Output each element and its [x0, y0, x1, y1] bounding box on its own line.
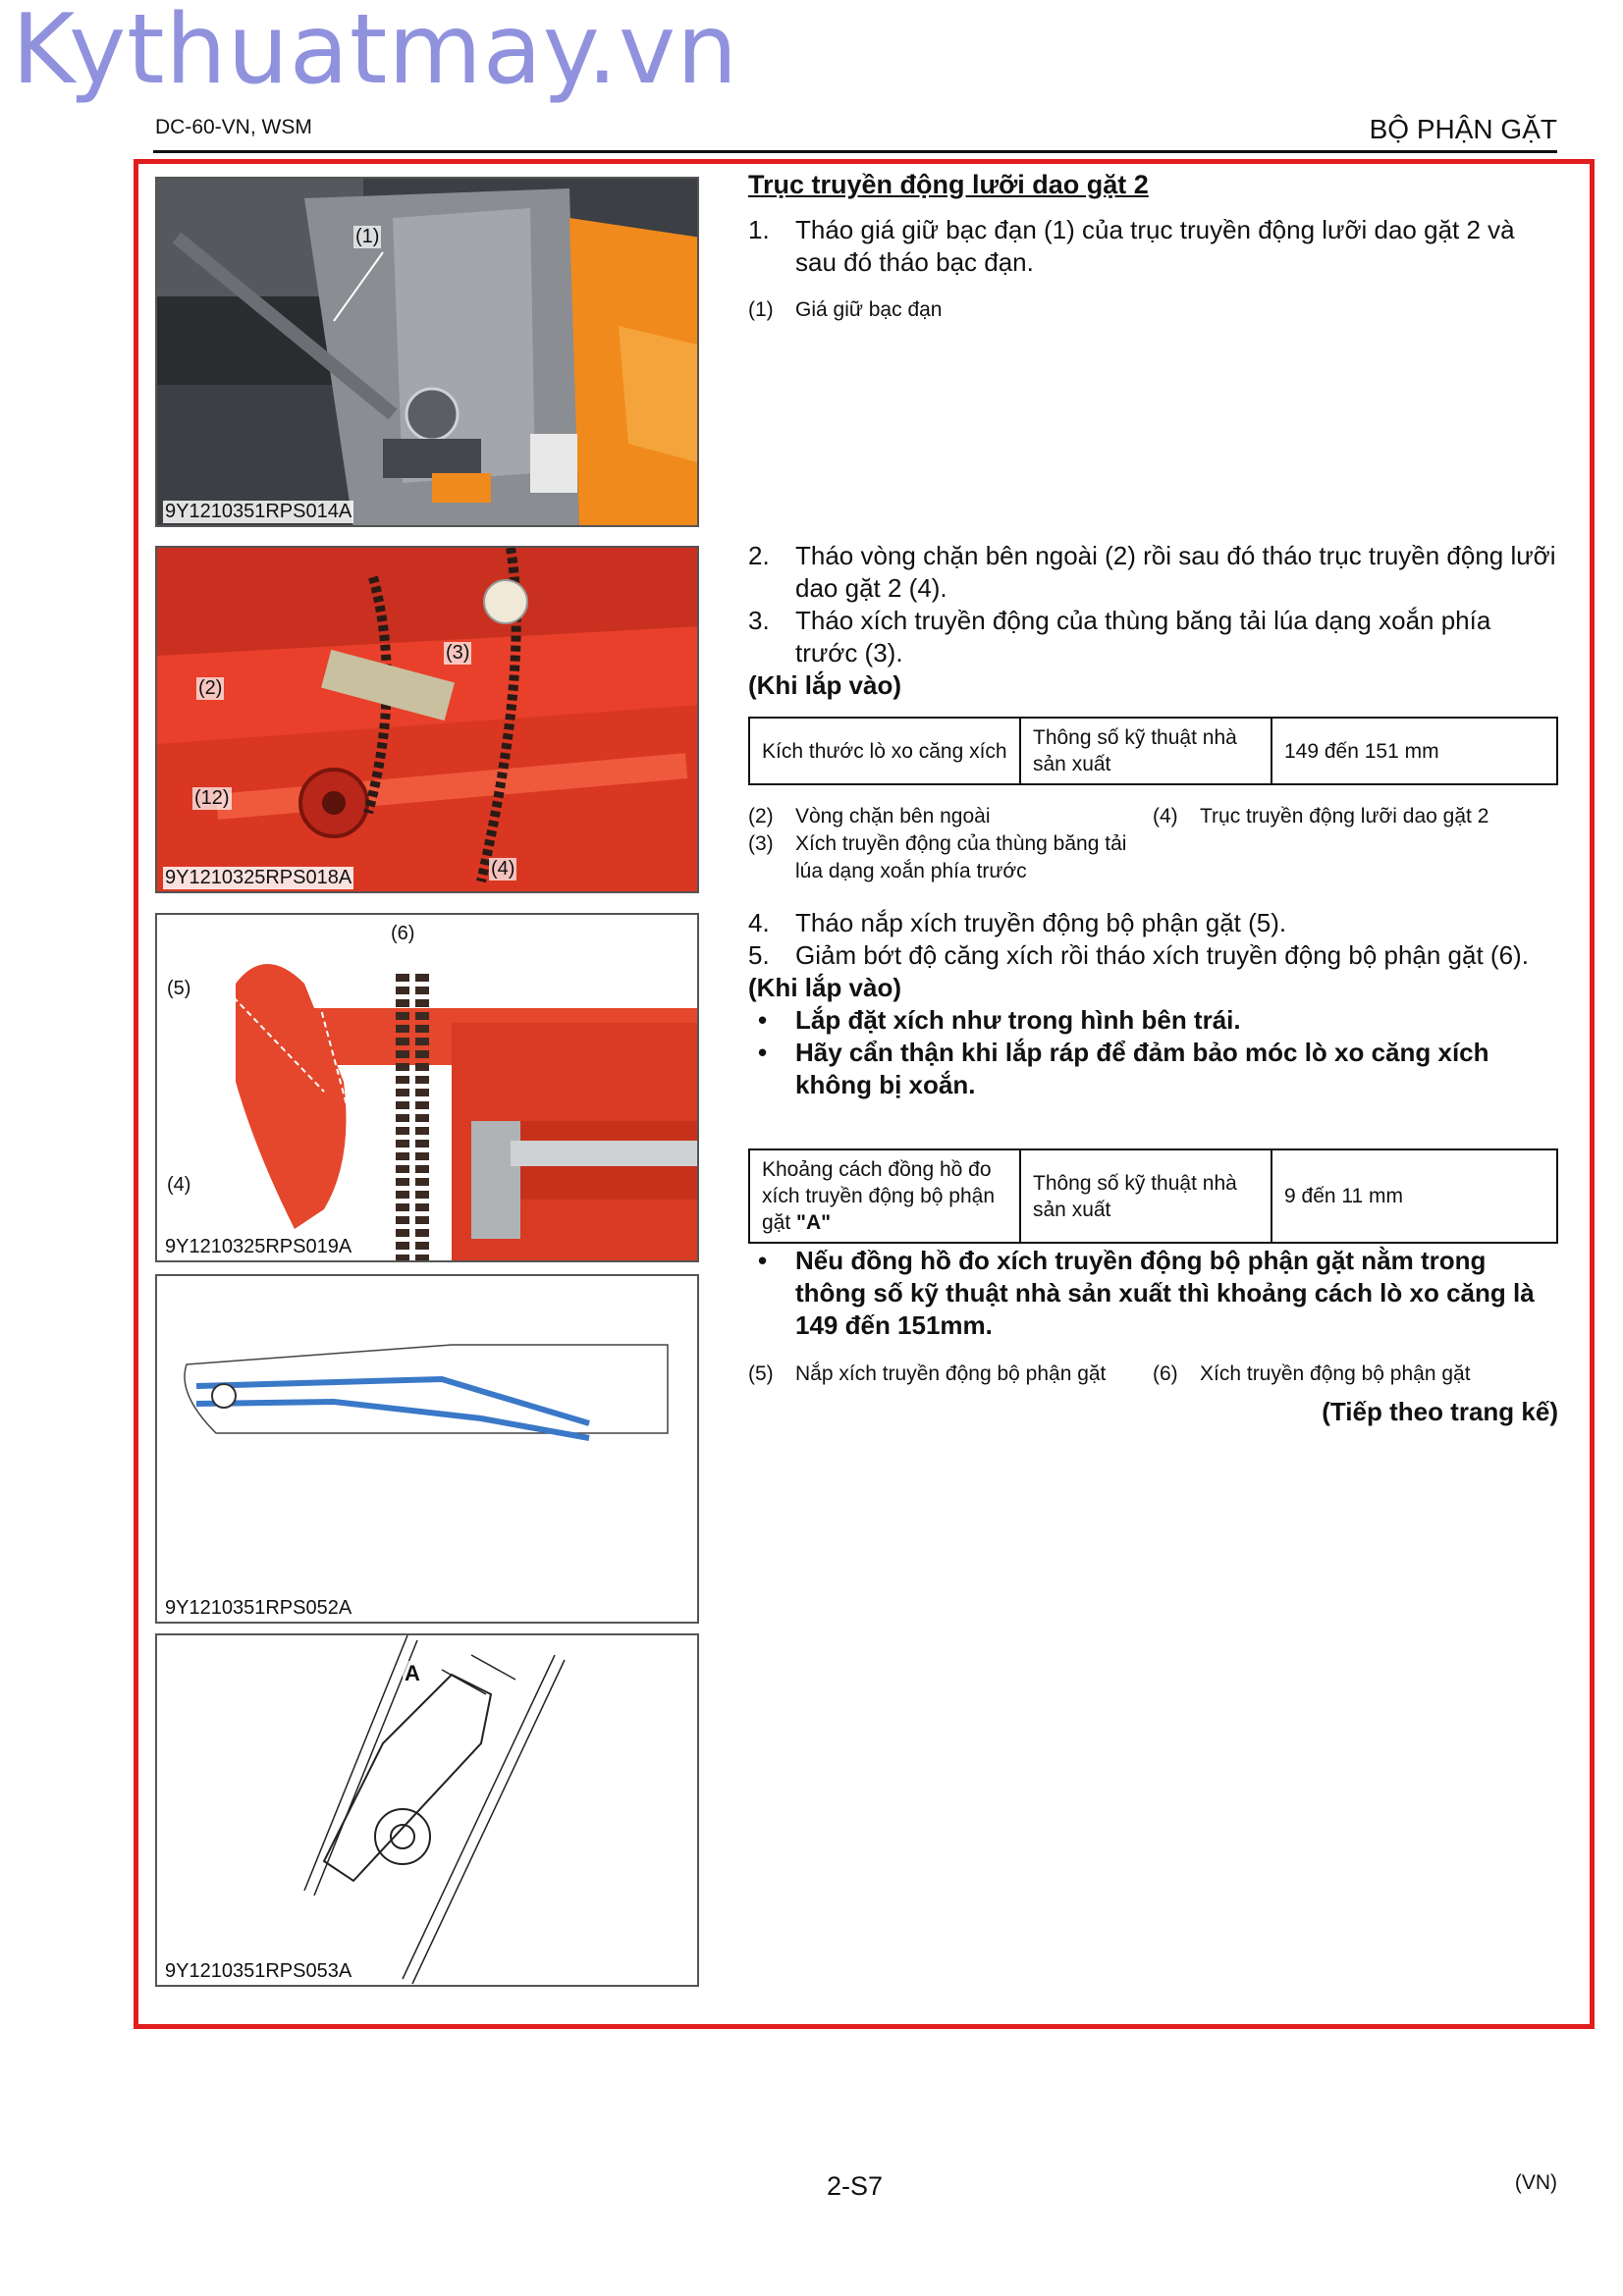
- spec-item: [749, 1149, 1020, 1243]
- spec-label: Thông số kỹ thuật nhà sản xuất: [1020, 1149, 1271, 1243]
- legend-value: Nắp xích truyền động bộ phận gặt: [795, 1362, 1107, 1385]
- callout-4b: (4): [167, 1174, 191, 1196]
- callout-3: (3): [446, 642, 470, 664]
- continued-note: (Tiếp theo trang kế): [1322, 1397, 1558, 1426]
- figure-code: 9Y1210351RPS053A: [165, 1960, 352, 1982]
- spec-value: 149 đến 151 mm: [1271, 718, 1557, 784]
- section-title: Trục truyền động lưỡi dao gặt 2: [748, 170, 1149, 199]
- spec-table-2: [748, 1148, 1558, 1244]
- legend-key: (2): [748, 805, 774, 828]
- figure-gauge-clearance-diagram: [155, 1633, 699, 1987]
- spec-table-1: [748, 717, 1558, 785]
- legend-key: (1): [748, 298, 774, 321]
- figure-code: 9Y1210351RPS052A: [165, 1597, 352, 1619]
- step-text: Tháo nắp xích truyền động bộ phận gặt (5).: [795, 908, 1287, 937]
- bullet-text: Lắp đặt xích như trong hình bên trái.: [795, 1005, 1241, 1035]
- bullet-text: Nếu đồng hồ đo xích truyền động bộ phận gặt nằm trong thông số kỹ thuật nhà sản xuất thì khoảng cách lò xo căng là 149 đến 151mm.: [795, 1246, 1535, 1340]
- note-bullet: • Nếu đồng hồ đo xích truyền động bộ phận gặt nằm trong thông số kỹ thuật nhà sản xuất thì khoảng cách lò xo căng là 149 đến 151mm.: [748, 1245, 1558, 1342]
- step-text: Giảm bớt độ căng xích rồi tháo xích truyền động bộ phận gặt (6).: [795, 940, 1529, 970]
- callout-a: A: [405, 1661, 420, 1685]
- figure-outer-circlip-photo: [155, 546, 699, 893]
- spec-item: Kích thước lò xo căng xích: [749, 718, 1020, 784]
- steps-4-5: 4. Tháo nắp xích truyền động bộ phận gặt (5). 5. Giảm bớt độ căng xích rồi tháo xích truyền động bộ phận gặt (6). (Khi lắp vào) • Lắp đặt xích như trong hình bên trái. • Hãy cẩn thận khi lắp ráp để đảm bảo móc lò xo căng xích không bị xoắn.: [748, 907, 1558, 1101]
- chain-routing-diagram: [157, 1276, 699, 1624]
- page-number: 2-S7: [827, 2171, 884, 2201]
- spec-item-text: Khoảng cách đồng hồ đo xích truyền động bộ phận gặt: [762, 1158, 996, 1234]
- steps-2-3: [748, 540, 1558, 702]
- step-number: 2.: [748, 541, 770, 570]
- step-number: 1.: [748, 215, 770, 244]
- figure-code: 9Y1210325RPS019A: [165, 1236, 352, 1257]
- section-title-block: [748, 169, 1558, 201]
- machine-photo-1: [157, 179, 699, 527]
- bullet-text: Hãy cẩn thận khi lắp ráp để đảm bảo móc lò xo căng xích không bị xoắn.: [795, 1038, 1489, 1099]
- step-text: Tháo giá giữ bạc đạn (1) của trục truyền động lưỡi dao gặt 2 và sau đó tháo bạc đạn.: [795, 215, 1515, 277]
- legend-key: (5): [748, 1362, 774, 1385]
- step-number: 4.: [748, 908, 770, 937]
- callout-6: (6): [391, 923, 415, 944]
- legend-3: [748, 1361, 1558, 1390]
- legend-2: [748, 803, 1558, 891]
- legend-key: (4): [1153, 805, 1178, 828]
- section-heading: BỘ PHẬN GẶT: [1369, 114, 1557, 144]
- header-rule: [153, 150, 1557, 153]
- machine-photo-3: [157, 915, 699, 1262]
- figure-chain-layout-diagram: [155, 1274, 699, 1624]
- callout-12: (12): [194, 787, 230, 809]
- legend-value: Xích truyền động của thùng băng tải lúa dạng xoắn phía trước: [795, 832, 1127, 882]
- legend-value: Vòng chặn bên ngoài: [795, 805, 991, 828]
- legend-value: Trục truyền động lưỡi dao gặt 2: [1200, 805, 1489, 828]
- spec-value: 9 đến 11 mm: [1271, 1149, 1557, 1243]
- step-1: [748, 214, 1558, 279]
- language-tag: (VN): [1514, 2171, 1557, 2194]
- document-code: DC-60-VN, WSM: [155, 116, 312, 138]
- step-number: 3.: [748, 606, 770, 635]
- callout-1: (1): [355, 226, 380, 247]
- figure-code: 9Y1210351RPS014A: [165, 501, 352, 522]
- spec-label: Thông số kỹ thuật nhà sản xuất: [1020, 718, 1271, 784]
- machine-photo-2: [157, 548, 699, 893]
- legend-value: Giá giữ bạc đạn: [795, 298, 943, 321]
- figure-chain-cover-photo: [155, 913, 699, 1262]
- gauge-diagram: [157, 1635, 699, 1987]
- site-watermark: Kythuatmay.vn: [12, 0, 739, 106]
- legend-key: (3): [748, 832, 774, 855]
- legend-key: (6): [1153, 1362, 1178, 1385]
- callout-5: (5): [167, 978, 191, 999]
- legend-value: Xích truyền động bộ phận gặt: [1200, 1362, 1471, 1385]
- reassembly-label: (Khi lắp vào): [748, 973, 902, 1002]
- spec-item-label-a: "A": [796, 1211, 832, 1234]
- reassembly-label: (Khi lắp vào): [748, 670, 902, 700]
- figure-code: 9Y1210325RPS018A: [165, 867, 352, 888]
- step-text: Tháo vòng chặn bên ngoài (2) rồi sau đó tháo trục truyền động lưỡi dao gặt 2 (4).: [795, 541, 1556, 603]
- figure-bearing-holder-photo: [155, 177, 699, 527]
- step-number: 5.: [748, 940, 770, 970]
- step-text: Tháo xích truyền động của thùng băng tải lúa dạng xoắn phía trước (3).: [795, 606, 1491, 667]
- callout-2: (2): [198, 677, 223, 699]
- callout-4: (4): [491, 858, 515, 880]
